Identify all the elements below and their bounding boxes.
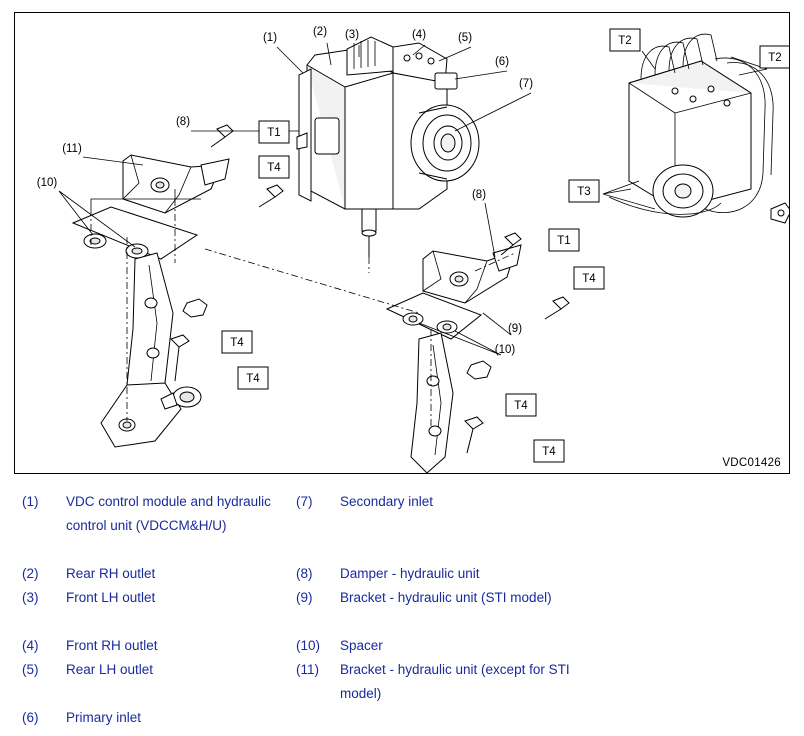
legend-item-number: (1) [22,494,39,509]
callout-number: (8) [471,189,487,201]
legend-item-text: Rear RH outlet [66,566,156,581]
bracket-assembly-right [387,245,521,473]
torque-label [549,229,579,251]
torque-label [238,367,268,389]
torque-label [259,121,289,143]
legend-item-number: (11) [296,662,320,677]
legend-item-number: (6) [22,710,39,725]
legend-item-text: Secondary inlet [340,494,434,509]
legend-item-number: (3) [22,590,39,605]
callout-number: (9) [507,323,523,335]
torque-label [534,440,564,462]
callout-number: (7) [518,78,534,90]
legend-item-number: (4) [22,638,39,653]
torque-label [574,267,604,289]
torque-label-text: T1 [267,127,281,139]
legend-item-text: Rear LH outlet [66,662,154,677]
legend-item-text: Bracket - hydraulic unit (STI model) [340,590,552,605]
torque-label [259,156,289,178]
torque-label-text: T4 [542,446,556,458]
callout-number: (6) [494,56,510,68]
legend-item-text: Front LH outlet [66,590,156,605]
illustration-frame [14,12,790,474]
torque-label-text: T4 [230,337,244,349]
callout-number: (10) [494,344,516,356]
legend-item-text: Front RH outlet [66,638,158,653]
torque-label-text: T2 [618,35,632,47]
legend-item-text: Damper - hydraulic unit [340,566,480,581]
callout-number: (1) [262,32,278,44]
legend-item-text: VDC control module and hydraulic control unit (VDCCM&H/U) [66,494,271,533]
torque-label [610,29,640,51]
legend-item-number: (10) [296,638,321,653]
legend [14,484,790,724]
callout-number: (2) [312,26,328,38]
callout-number: (10) [36,177,58,189]
torque-label [506,394,536,416]
legend-item-number: (8) [296,566,313,581]
legend-item-text: Spacer [340,638,383,653]
legend-item-text: Primary inlet [66,710,142,725]
callout-number: (4) [411,29,427,41]
torque-label-text: T4 [582,273,596,285]
figure-code: VDC01426 [722,457,781,469]
exploded-view-illustration [15,13,789,473]
legend-item-number: (7) [296,494,313,509]
torque-label [569,180,599,202]
torque-label-text: T1 [557,235,571,247]
torque-label-text: T4 [514,400,528,412]
callout-number: (3) [344,29,360,41]
legend-item-text: Bracket - hydraulic unit (except for STI model) [340,662,570,701]
callout-number: (8) [175,116,191,128]
torque-label [760,46,789,68]
torque-label-text: T2 [768,52,782,64]
hydraulic-control-unit-main [297,37,479,257]
legend-item-number: (9) [296,590,313,605]
torque-label-text: T3 [577,186,591,198]
torque-label-text: T4 [246,373,260,385]
legend-item-number: (2) [22,566,39,581]
legend-item-number: (5) [22,662,39,677]
torque-label-text: T4 [267,162,281,174]
callout-number: (5) [457,32,473,44]
callout-number: (11) [62,143,82,155]
torque-label [222,331,252,353]
